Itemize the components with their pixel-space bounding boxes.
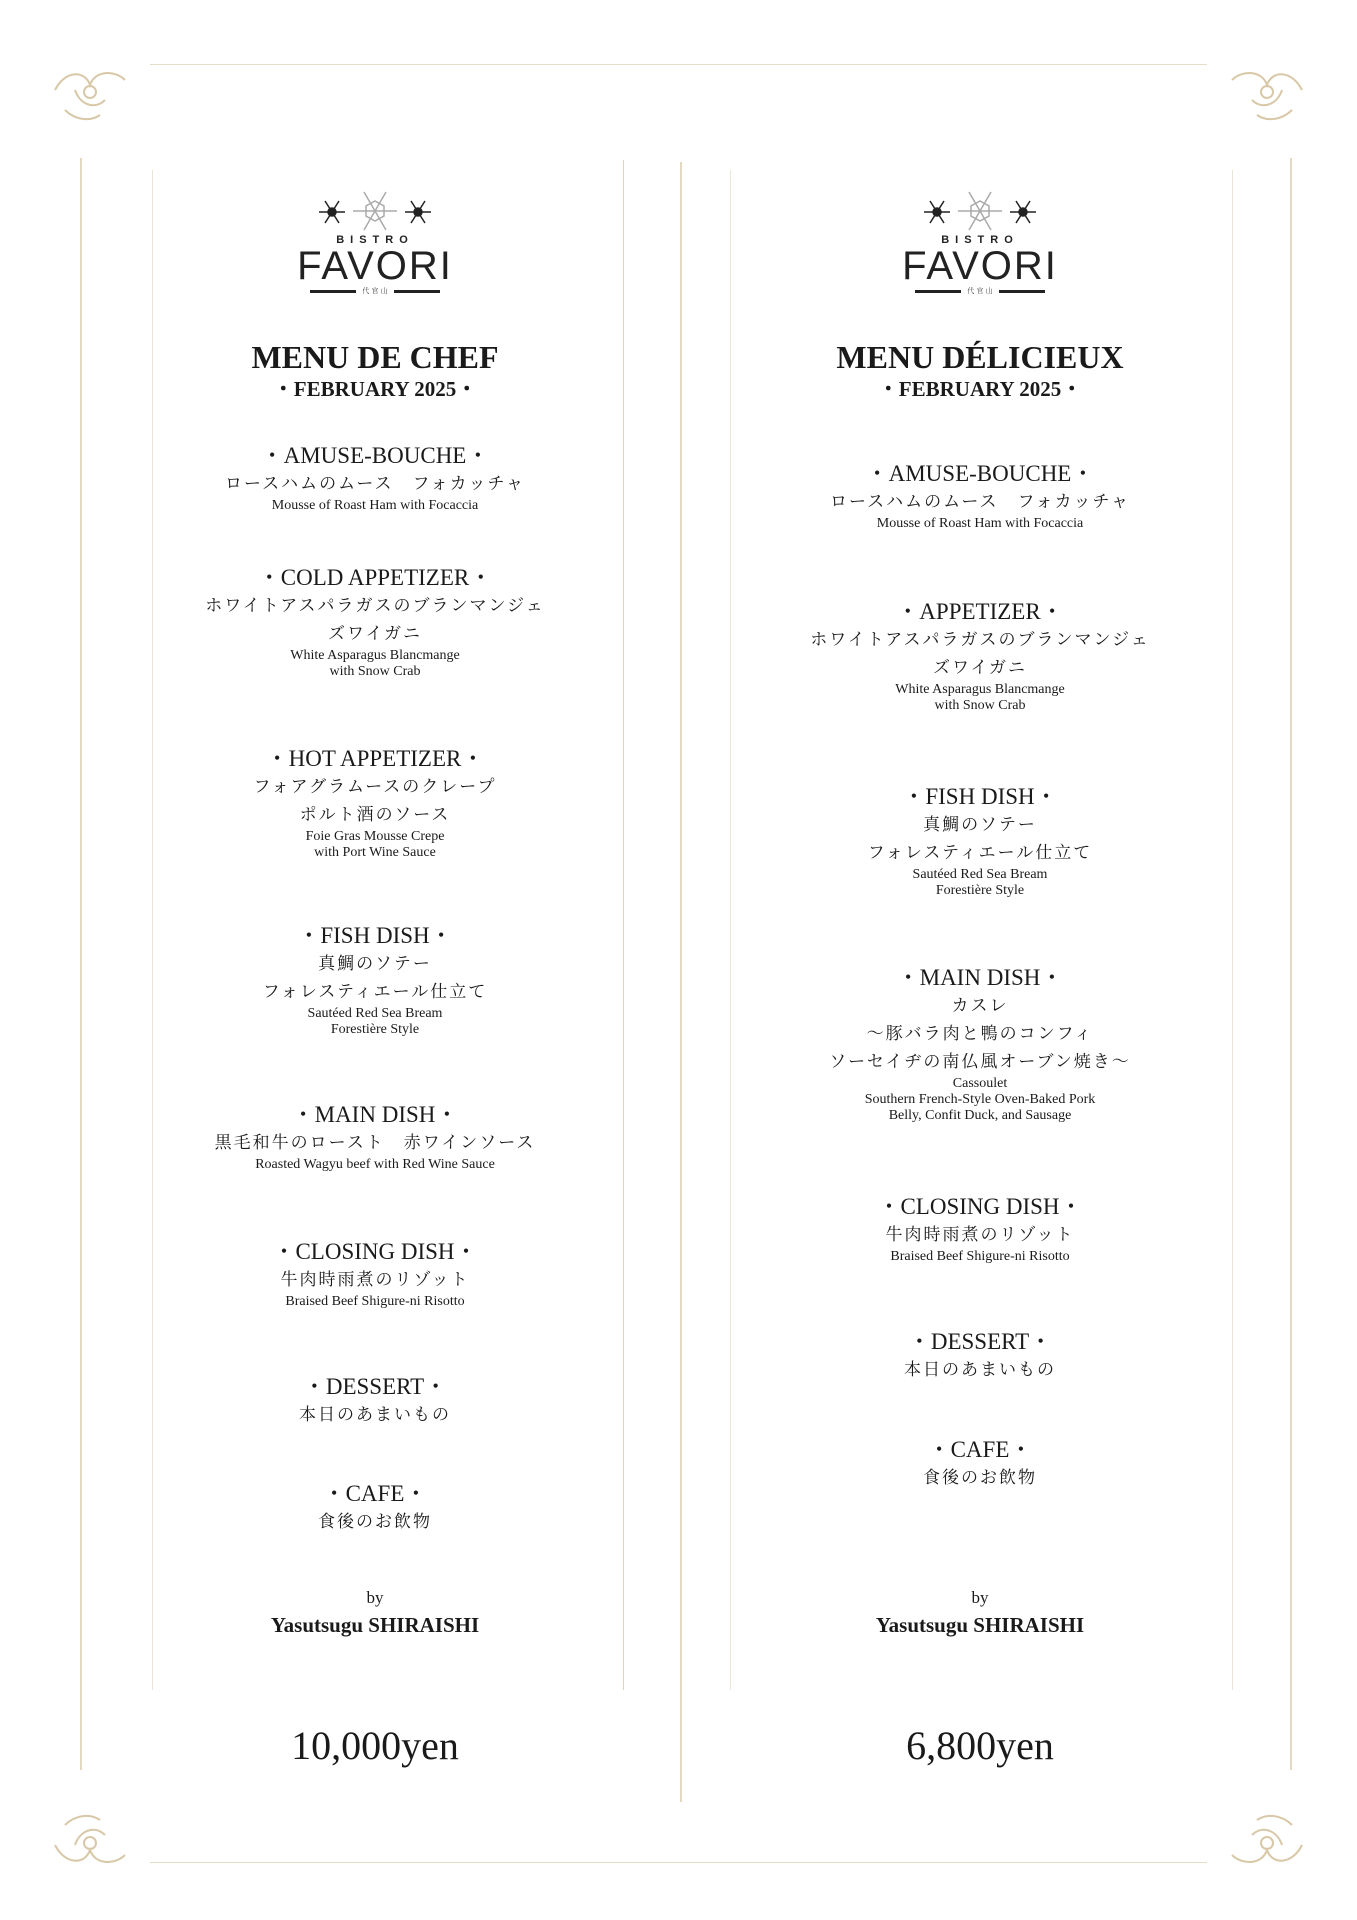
course-closing-dish: ・CLOSING DISH・ 牛肉時雨煮のリゾット Braised Beef Shigure-ni Risotto: [877, 1194, 1083, 1264]
snowflake-icon: [310, 188, 440, 234]
brand-name: FAVORI: [902, 244, 1058, 288]
corner-ornament-bottom-right: [1222, 1795, 1312, 1885]
course-fish-dish: ・FISH DISH・ 真鯛のソテー フォレスティエール仕立て Sautéed Red Sea Bream Forestière Style: [867, 784, 1093, 898]
corner-ornament-top-left: [45, 50, 135, 140]
brand-bistro: BISTRO: [941, 234, 1019, 246]
frame-bottom-line: [150, 1862, 1207, 1863]
course-cafe: ・CAFE・ 食後のお飲物: [923, 1437, 1037, 1488]
inner-rule: [730, 170, 731, 1690]
center-divider-left: [623, 160, 624, 1690]
frame-right-line: [1290, 158, 1292, 1770]
chef-name: Yasutsugu SHIRAISHI: [875, 1613, 1085, 1637]
brand-location: 代 官 山: [745, 286, 1215, 296]
by-label: by: [366, 1588, 384, 1607]
brand-name: FAVORI: [297, 244, 453, 288]
course-fish-dish: ・FISH DISH・ 真鯛のソテー フォレスティエール仕立て Sautéed Red Sea Bream Forestière Style: [262, 923, 488, 1037]
course-closing-dish: ・CLOSING DISH・ 牛肉時雨煮のリゾット Braised Beef Shigure-ni Risotto: [272, 1239, 478, 1309]
price-menu-delicieux: 6,800yen: [906, 1723, 1054, 1768]
menu-title: MENU DE CHEF: [251, 339, 499, 375]
corner-ornament-bottom-left: [45, 1795, 135, 1885]
course-dessert: ・DESSERT・ 本日のあまいもの: [299, 1374, 451, 1425]
menu-column-delicieux: [745, 158, 1215, 1698]
frame-left-line: [80, 158, 82, 1770]
course-cafe: ・CAFE・ 食後のお飲物: [318, 1481, 432, 1532]
inner-rule: [1232, 170, 1233, 1690]
course-main-dish: ・MAIN DISH・ 黒毛和牛のロースト 赤ワインソース Roasted Wagyu beef with Red Wine Sauce: [214, 1102, 536, 1172]
price-menu-de-chef: 10,000yen: [291, 1723, 459, 1768]
course-hot-appetizer: ・HOT APPETIZER・ フォアグラムースのクレープ ポルト酒のソース Foie Gras Mousse Crepe with Port Wine Sauce: [253, 746, 497, 860]
menu-title: MENU DÉLICIEUX: [836, 339, 1124, 375]
brand-location: 代 官 山: [140, 286, 610, 296]
course-amuse-bouche: ・AMUSE-BOUCHE・ ロースハムのムース フォカッチャ Mousse of Roast Ham with Focaccia: [830, 461, 1130, 531]
center-divider-right: [680, 162, 682, 1802]
bistro-favori-logo: [745, 188, 1215, 318]
frame-top-line: [150, 64, 1207, 65]
course-dessert: ・DESSERT・ 本日のあまいもの: [904, 1329, 1056, 1380]
bistro-favori-logo: [140, 188, 610, 318]
menu-date: ・FEBRUARY 2025・: [877, 377, 1083, 401]
by-label: by: [971, 1588, 989, 1607]
course-appetizer: ・APPETIZER・ ホワイトアスパラガスのブランマンジェ ズワイガニ White Asparagus Blancmange with Snow Crab: [810, 599, 1150, 713]
chef-name: Yasutsugu SHIRAISHI: [270, 1613, 480, 1637]
course-cold-appetizer: ・COLD APPETIZER・ ホワイトアスパラガスのブランマンジェ ズワイガニ White Asparagus Blancmange with Snow Crab: [205, 565, 545, 679]
brand-bistro: BISTRO: [336, 234, 414, 246]
course-amuse-bouche: ・AMUSE-BOUCHE・ ロースハムのムース フォカッチャ Mousse of Roast Ham with Focaccia: [225, 443, 525, 513]
menu-column-chef: [140, 158, 610, 1698]
menu-date: ・FEBRUARY 2025・: [272, 377, 478, 401]
inner-rule: [152, 170, 153, 1690]
course-main-dish: ・MAIN DISH・ カスレ ～豚バラ肉と鴨のコンフィ ソーセイヂの南仏風オーブン焼き～ Cassoulet Southern French-Style Oven-Baked Pork Belly, Confit Duck, and Sausage: [829, 965, 1131, 1123]
corner-ornament-top-right: [1222, 50, 1312, 140]
snowflake-icon: [915, 188, 1045, 234]
